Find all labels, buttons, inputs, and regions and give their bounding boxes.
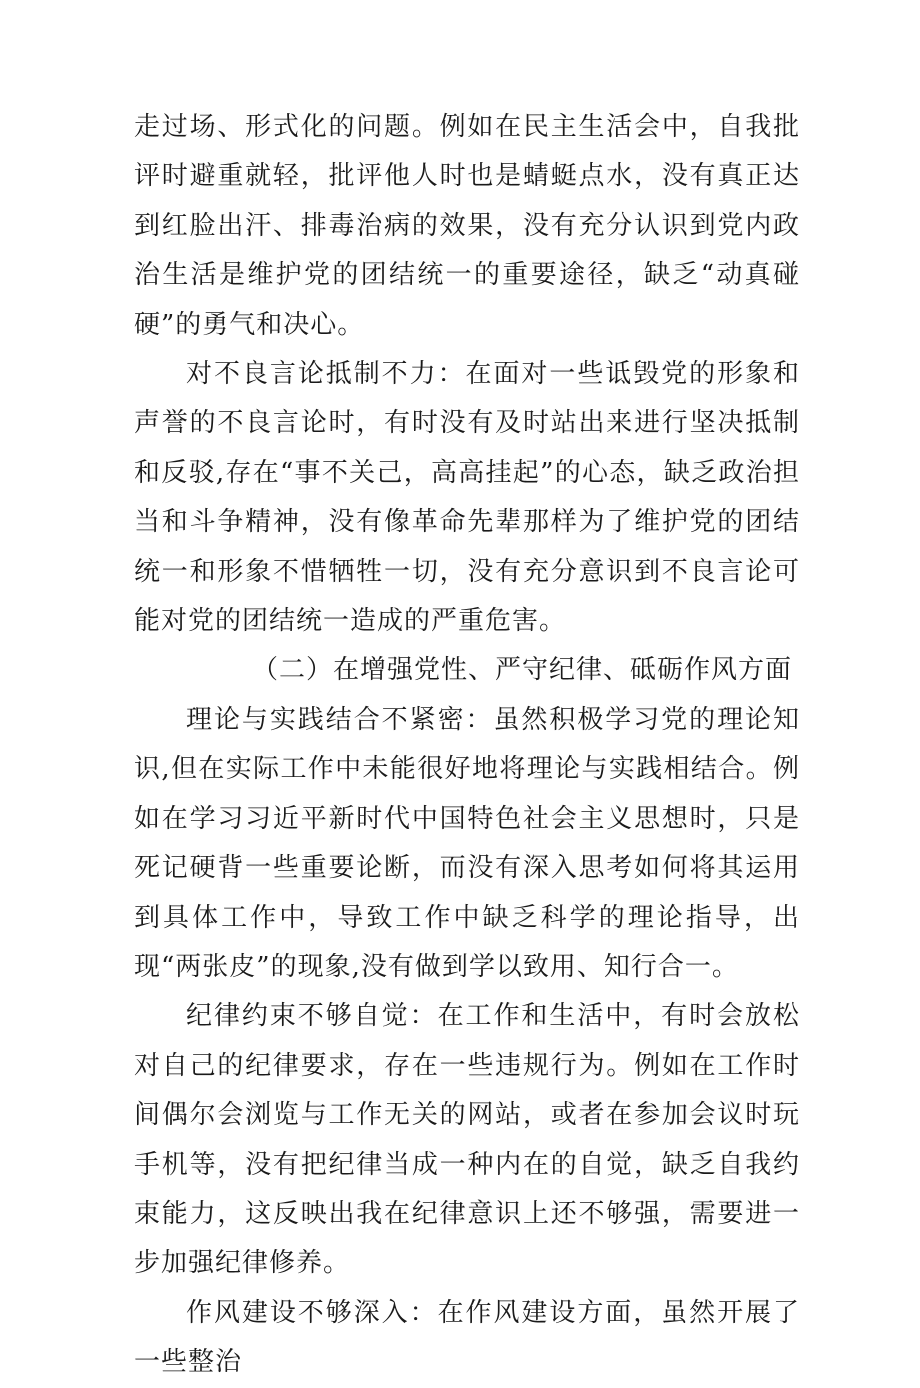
paragraph-discipline: 纪律约束不够自觉：在工作和生活中，有时会放松对自己的纪律要求，存在一些违规行为。例如在工作时间偶尔会浏览与工作无关的网站，或者在参加会议时玩手机等，没有把纪律当成一种内在的自觉，缺乏自我约束能力，这反映出我在纪律意识上还不够强，需要进一步加强纪律修养。	[134, 1001, 800, 1279]
paragraph-bad-speech: 对不良言论抵制不力：在面对一些诋毁党的形象和声誉的不良言论时，有时没有及时站出来进行坚决抵制和反驳,存在“事不关己，高高挂起”的心态，缺乏政治担当和斗争精神，没有像革命先辈那样为了维护党的团结统一和形象不惜牺牲一切，没有充分意识到不良言论可能对党的团结统一造成的严重危害。	[134, 359, 800, 637]
document-body	[134, 103, 800, 1388]
paragraph-work-style: 作风建设不够深入：在作风建设方面，虽然开展了一些整治	[134, 1297, 800, 1378]
section-heading: （二）在增强党性、严守纪律、砥砺作风方面	[252, 655, 793, 686]
paragraph-continuation: 走过场、形式化的问题。例如在民主生活会中，自我批评时避重就轻，批评他人时也是蜻蜓点水，没有真正达到红脸出汗、排毒治病的效果，没有充分认识到党内政治生活是维护党的团结统一的重要途径，缺乏“动真碰硬”的勇气和决心。	[134, 112, 800, 340]
paragraph-theory-practice: 理论与实践结合不紧密：虽然积极学习党的理论知识,但在实际工作中未能很好地将理论与实践相结合。例如在学习习近平新时代中国特色社会主义思想时，只是死记硬背一些重要论断，而没有深入思考如何将其运用到具体工作中，导致工作中缺乏科学的理论指导，出现“两张皮”的现象,没有做到学以致用、知行合一。	[134, 704, 800, 982]
